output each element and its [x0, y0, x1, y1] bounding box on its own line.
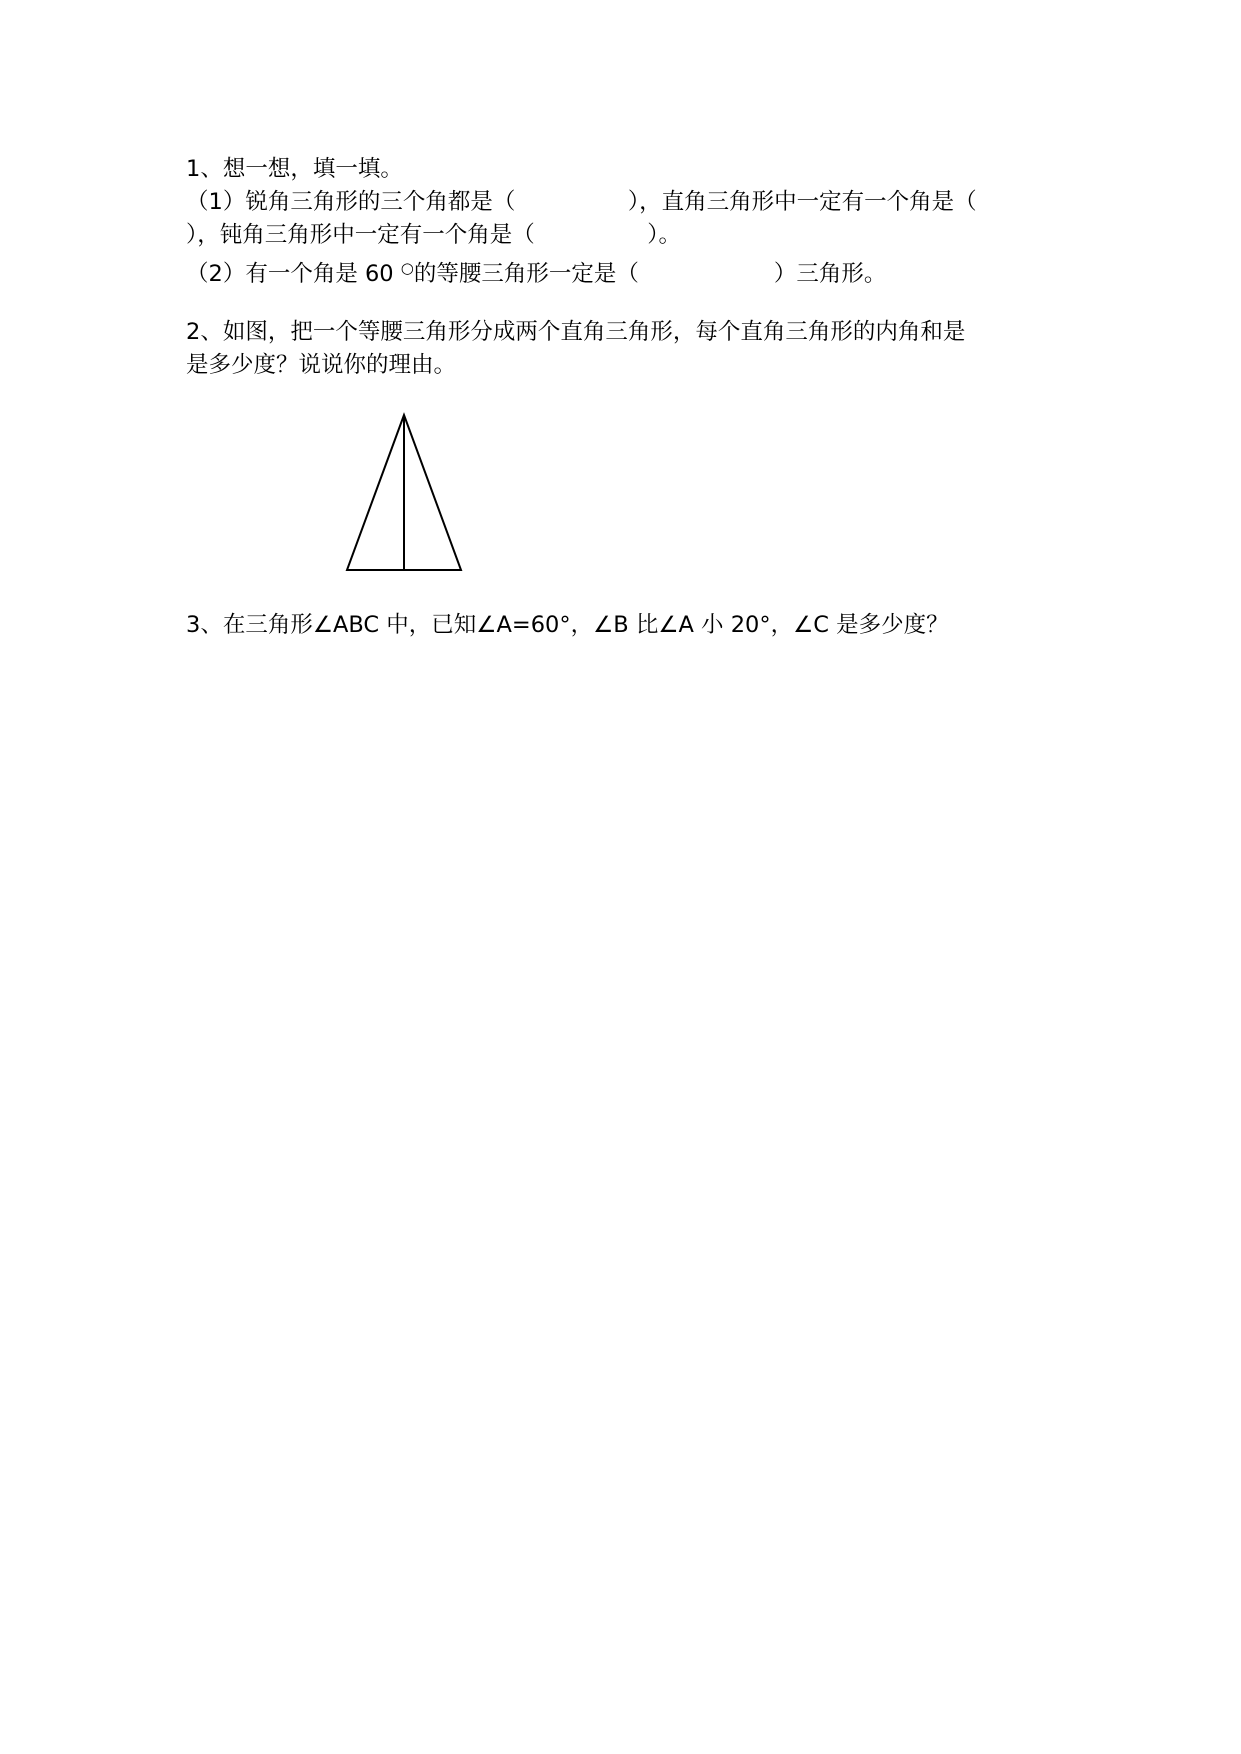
question-1-line-3-prefix: （2）有一个角是 60: [186, 261, 401, 287]
degree-symbol: ○: [400, 259, 414, 277]
isosceles-triangle-figure: [340, 405, 480, 580]
question-3-line-1: 3、在三角形∠ABC 中，已知∠A=60°，∠B 比∠A 小 20°，∠C 是多少度？: [186, 612, 949, 638]
question-1-line-2: ），钝角三角形中一定有一个角是（ ）。: [186, 222, 682, 248]
question-1-line-3-suffix: 的等腰三角形一定是（ ）三角形。: [413, 261, 887, 287]
question-1-title: 1、想一想，填一填。: [186, 156, 403, 182]
question-1-line-1: （1）锐角三角形的三个角都是（ ），直角三角形中一定有一个角是（: [186, 189, 977, 215]
question-2-line-1: 2、如图，把一个等腰三角形分成两个直角三角形，每个直角三角形的内角和是: [186, 319, 966, 345]
question-2-line-2: 是多少度？说说你的理由。: [186, 352, 457, 378]
question-1-line-3: [186, 253, 886, 289]
